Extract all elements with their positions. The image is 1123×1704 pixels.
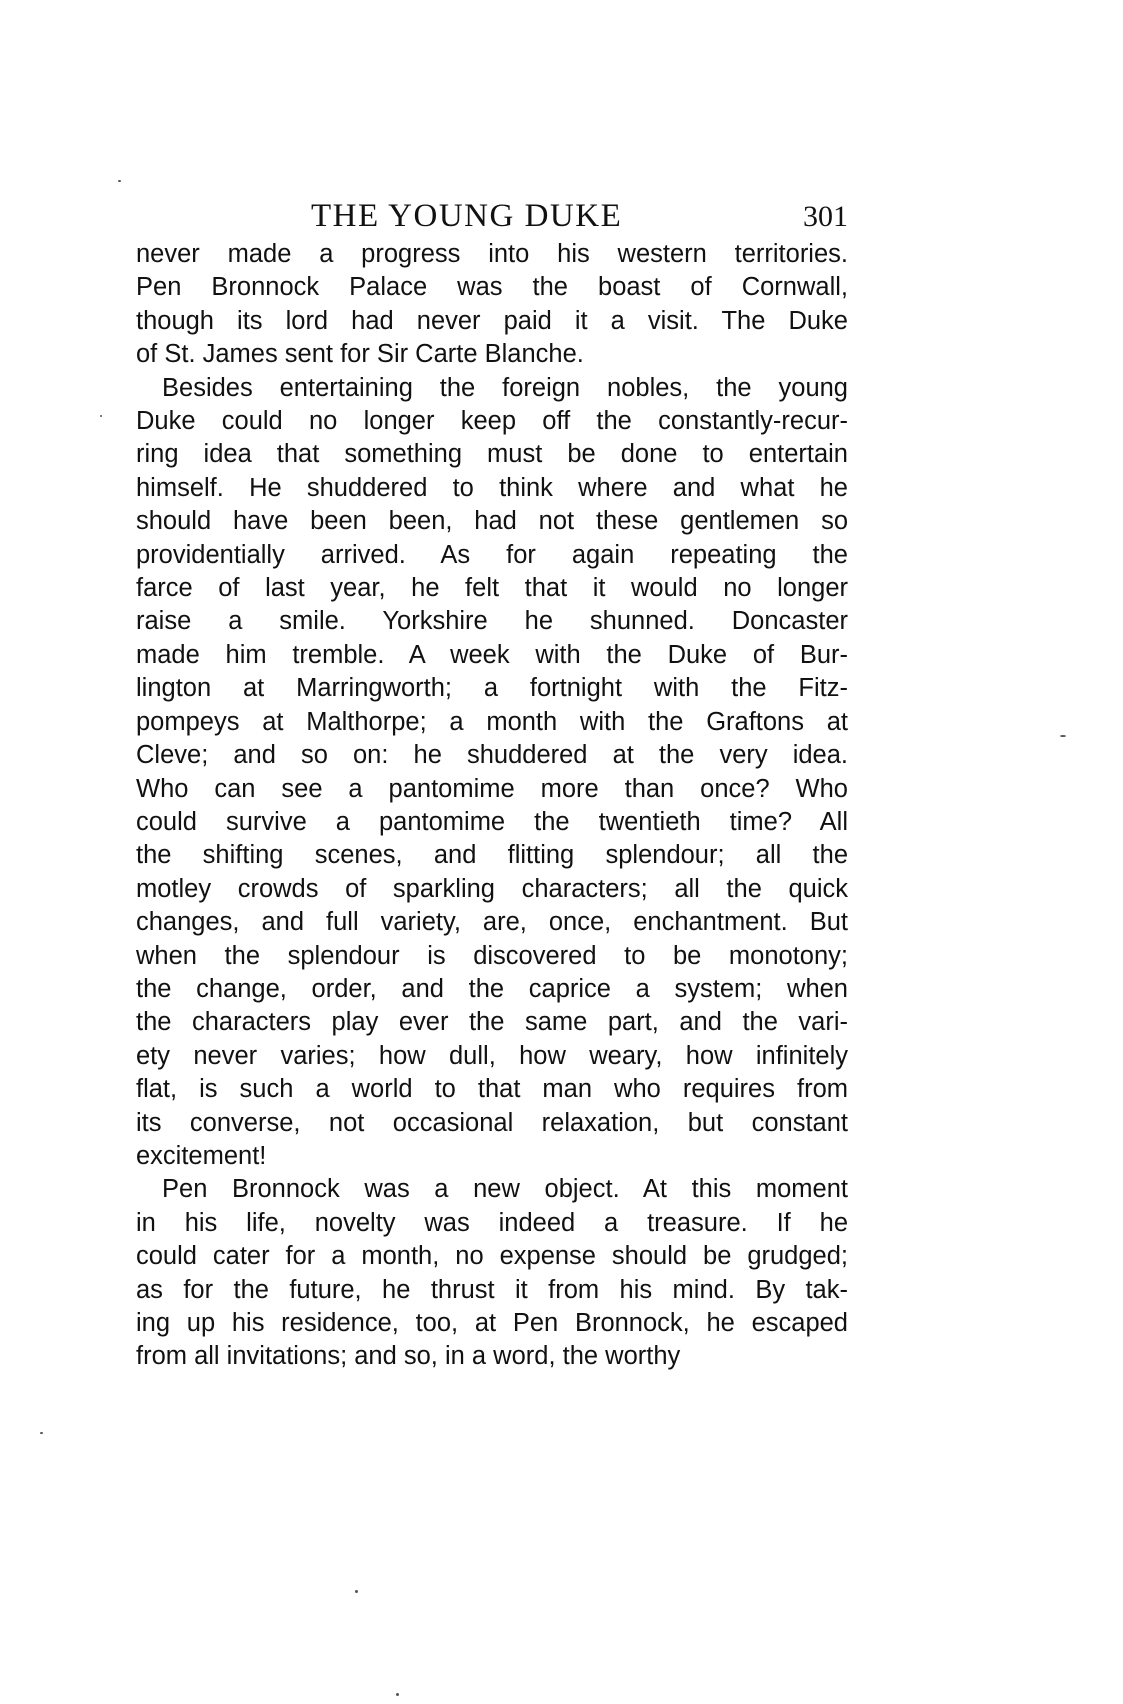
text-line: ety never varies; how dull, how weary, how infinitely (136, 1041, 848, 1070)
paragraph-3 (136, 1173, 848, 1373)
text-line: pompeys at Malthorpe; a month with the Graftons at (136, 707, 848, 736)
text-line: motley crowds of sparkling characters; all the quick (136, 874, 848, 903)
text-line: made him tremble. A week with the Duke of Bur- (136, 640, 848, 669)
text-line: changes, and full variety, are, once, enchantment. But (136, 908, 848, 937)
body-text (136, 238, 848, 1374)
text-line: never made a progress into his western territories. (136, 240, 848, 268)
text-line: as for the future, he thrust it from his mind. By tak- (136, 1275, 848, 1304)
text-line: ing up his residence, too, at Pen Bronnock, he escaped (136, 1309, 848, 1337)
text-line: its converse, not occasional relaxation, but constant (136, 1108, 848, 1137)
scan-speck (396, 1693, 399, 1696)
running-head: THE YOUNG DUKE (311, 198, 623, 234)
text-line: providentially arrived. As for again repeating the (136, 540, 848, 569)
scan-speck (1060, 735, 1066, 737)
paragraph-1 (136, 238, 848, 372)
text-line: of St. James sent for Sir Carte Blanche. (136, 340, 584, 369)
text-line: Cleve; and so on: he shuddered at the very idea. (136, 741, 848, 770)
scan-speck (100, 415, 102, 417)
scan-speck (40, 1432, 43, 1434)
text-line: excitement! (136, 1141, 267, 1170)
text-line: Pen Bronnock was a new object. At this moment (162, 1175, 848, 1204)
text-line: could survive a pantomime the twentieth time? All (136, 807, 848, 836)
scan-speck (118, 180, 121, 182)
paragraph-2 (136, 372, 848, 1174)
scan-speck (355, 1590, 358, 1593)
text-line: Pen Bronnock Palace was the boast of Cornwall, (136, 273, 848, 302)
text-line: ring idea that something must be done to entertain (136, 440, 848, 469)
text-line: the characters play ever the same part, and the vari- (136, 1008, 848, 1037)
text-line: Besides entertaining the foreign nobles, the young (162, 373, 848, 402)
text-line: Duke could no longer keep off the constantly-recur- (136, 407, 848, 436)
text-line: the change, order, and the caprice a system; when (136, 974, 848, 1003)
text-line: Who can see a pantomime more than once? Who (136, 774, 848, 803)
text-line: should have been been, had not these gentlemen so (136, 507, 848, 536)
text-line: could cater for a month, no expense should be grudged; (136, 1242, 848, 1271)
text-line: from all invitations; and so, in a word, the worthy (136, 1342, 681, 1371)
text-line: though its lord had never paid it a visit. The Duke (136, 306, 848, 335)
text-line: in his life, novelty was indeed a treasure. If he (136, 1208, 848, 1237)
text-line: himself. He shuddered to think where and what he (136, 473, 848, 502)
text-line: when the splendour is discovered to be monotony; (136, 941, 848, 970)
text-line: flat, is such a world to that man who requires from (136, 1075, 848, 1104)
text-line: the shifting scenes, and flitting splendour; all the (136, 841, 848, 870)
text-line: raise a smile. Yorkshire he shunned. Doncaster (136, 607, 848, 636)
page-number: 301 (803, 200, 848, 233)
text-line: farce of last year, he felt that it would no longer (136, 574, 848, 603)
text-line: lington at Marringworth; a fortnight with the Fitz- (136, 674, 848, 703)
